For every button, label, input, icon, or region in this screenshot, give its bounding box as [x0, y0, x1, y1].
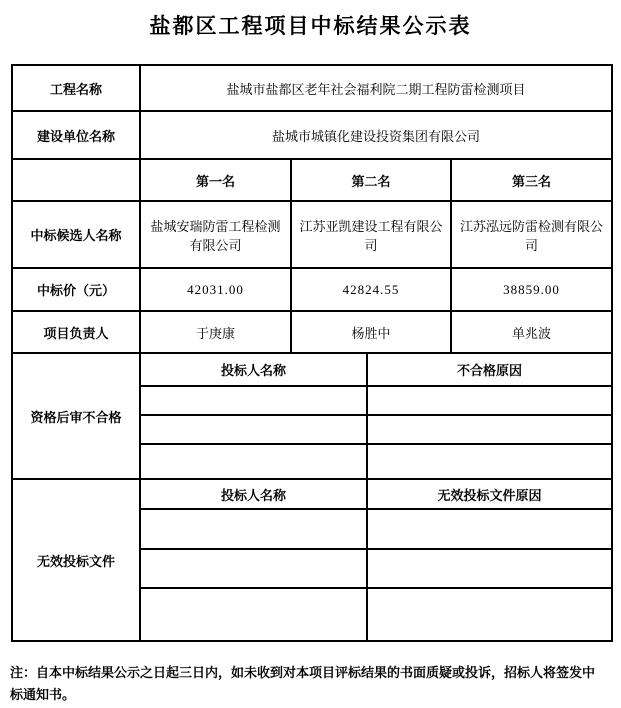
- manager-2-name: 杨胜中: [291, 311, 451, 353]
- rank-header-row: [12, 159, 612, 201]
- rank-3-header: 第三名: [451, 159, 612, 201]
- manager-1-name: 于庚康: [140, 311, 291, 353]
- unqualified-bidder-cell: [140, 415, 367, 444]
- manager-row: [12, 311, 612, 353]
- unqualified-reason-header: 不合格原因: [367, 353, 612, 386]
- invalid-bidder-cell: [140, 588, 367, 641]
- footer-note: 注：自本中标结果公示之日起三日内，如未收到对本项目评标结果的书面质疑或投诉，招标人将签发中标通知书。: [10, 665, 596, 702]
- bid-result-table: [11, 64, 613, 642]
- invalid-reason-header: 无效投标文件原因: [367, 479, 612, 509]
- invalid-reason-cell: [367, 549, 612, 588]
- invalid-bidder-header: 投标人名称: [140, 479, 367, 509]
- candidate-2-name: 江苏亚凯建设工程有限公司: [291, 201, 451, 268]
- rank-header-empty-cell: [12, 159, 140, 201]
- rank-2-header: 第二名: [291, 159, 451, 201]
- unqualified-bidder-cell: [140, 444, 367, 479]
- invalid-bidder-cell: [140, 509, 367, 549]
- unqualified-bidder-cell: [140, 386, 367, 415]
- invalid-header-row: [12, 479, 612, 509]
- price-2-value: 42824.55: [291, 268, 451, 311]
- invalid-section-label: 无效投标文件: [12, 479, 140, 641]
- owner-value: 盐城市城镇化建设投资集团有限公司: [140, 111, 612, 159]
- page-title: 盐都区工程项目中标结果公示表: [149, 15, 472, 38]
- invalid-reason-cell: [367, 509, 612, 549]
- unqualified-reason-cell: [367, 444, 612, 479]
- candidates-row: [12, 201, 612, 268]
- manager-label: 项目负责人: [12, 311, 140, 353]
- project-name-label: 工程名称: [12, 65, 140, 111]
- unqualified-header-row: [12, 353, 612, 386]
- unqualified-reason-cell: [367, 386, 612, 415]
- price-3-value: 38859.00: [451, 268, 612, 311]
- unqualified-section-label: 资格后审不合格: [12, 353, 140, 479]
- price-1-value: 42031.00: [140, 268, 291, 311]
- owner-label: 建设单位名称: [12, 111, 140, 159]
- project-name-row: [12, 65, 612, 111]
- rank-1-header: 第一名: [140, 159, 291, 201]
- price-label: 中标价（元）: [12, 268, 140, 311]
- invalid-reason-cell: [367, 588, 612, 641]
- candidates-label: 中标候选人名称: [12, 201, 140, 268]
- candidate-1-name: 盐城安瑞防雷工程检测有限公司: [140, 201, 291, 268]
- unqualified-reason-cell: [367, 415, 612, 444]
- owner-row: [12, 111, 612, 159]
- candidate-3-name: 江苏泓远防雷检测有限公司: [451, 201, 612, 268]
- price-row: [12, 268, 612, 311]
- invalid-bidder-cell: [140, 549, 367, 588]
- unqualified-bidder-header: 投标人名称: [140, 353, 367, 386]
- project-name-value: 盐城市盐都区老年社会福利院二期工程防雷检测项目: [140, 65, 612, 111]
- manager-3-name: 单兆波: [451, 311, 612, 353]
